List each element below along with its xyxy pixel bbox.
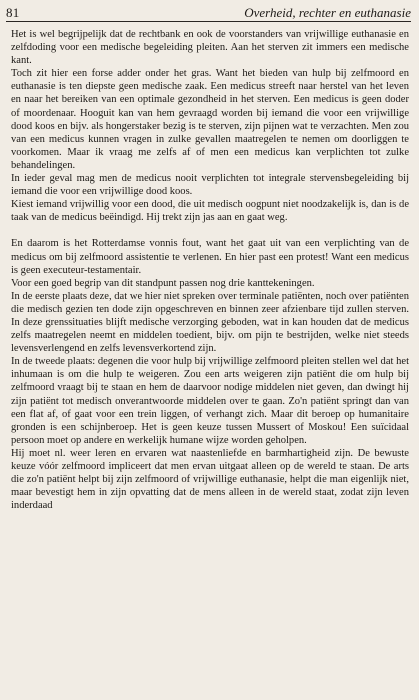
paragraph: Toch zit hier een forse adder onder het gras. Want het bieden van hulp bij zelfmoord en euthanasie is ten diepste geen medische zaak. Een medicus streeft naar herstel van het leven en naar het bereiken van een optimale gezondheid in het sterven. Een medicus is geen doder of moordenaar. Hooguit kan van hem gevraagd worden bij iemand die voor een vrijwillige dood koos en bijv. als hongerstaker bezig is te sterven, zijn pijnen wat te verzachten. Men zou van een medicus kunnen vragen in zulke gevallen maatregelen te nemen om doorliggen te voorkomen. Maar ik vraag me zelfs af of men een medicus kan verplichten tot zulke behandelingen. [11,68,409,171]
paragraph: Voor een goed begrip van dit standpunt passen nog drie kanttekeningen. [11,277,315,289]
running-title: Overheid, rechter en euthanasie [244,5,411,20]
paragraph: En daarom is het Rotterdamse vonnis fout, want het gaat uit van een verplichting van de medicus om bij zelfmoord assistentie te verlenen. En hier past een protest! Want een medicus is geen executeur-testamentair. [11,238,409,276]
paragraph: Kiest iemand vrijwillig voor een dood, die uit medisch oogpunt niet noodzakelijk is, dan is de taak van de medicus beëindigd. Hij trekt zijn jas aan en gaat weg. [11,199,409,224]
paragraph: In ieder geval mag men de medicus nooit verplichten tot integrale stervensbegeleiding bij iemand die voor een vrijwillige dood koos. [11,173,409,198]
page-number: 81 [6,5,20,20]
paragraph: In de tweede plaats: degenen die voor hulp bij vrijwillige zelfmoord pleiten stellen wel dat het inhumaan is om die hulp te weigeren. Zou een arts weigeren zijn patiënt die om hulp bij zelfmoord vraagt bij te staan en hem de daarvoor nodige middelen niet geven, dan dwingt hij zijn patiënt tot medisch onverantwoorde middelen over te gaan. Zo'n patiënt springt dan van een flat af, of gaat voor een trein liggen, of verhangt zich. Maar dit beroep op humanitaire gronden is een schijnberoep. Het is geen keuze tussen Mussert of Moskou! Een suïcidaal persoon moet op andere en werkelijk humane wijze worden geholpen. [11,356,409,446]
page-header [6,3,411,22]
paragraph: Het is wel begrijpelijk dat de rechtbank en ook de voorstanders van vrijwillige euthanasie en zelfdoding voor een medische begeleiding pleiten. Aan het sterven zit immers een medische kant. [11,29,409,67]
body-text [11,28,409,512]
paragraph: Hij moet nl. weer leren en ervaren wat naastenliefde en barmhartigheid zijn. De bewuste keuze vóór zelfmoord impliceert dat men ervan uitgaat alleen op de wereld te staan. De arts die zo'n patiënt helpt bij zijn zelfmoord of vrijwillige euthanasie, helpt die man eigenlijk niet, maar bevestigt hem in zijn opvatting dat de mens alleen in de wereld staat, zodat zijn leven inderdaad [11,447,409,512]
paragraph: In de eerste plaats deze, dat we hier niet spreken over terminale patiënten, noch over patiënten die medisch gezien ten dode zijn opgeschreven en binnen zeer afzienbare tijd zullen sterven. In deze grenssituaties blijft medische verzorging geboden, wat in kan houden dat de medicus zelfs maatregelen neemt en middelen toedient, bijv. om pijn te bestrijden, welke niet steeds levensverlengend en zelfs levensverkortend zijn. [11,290,409,355]
